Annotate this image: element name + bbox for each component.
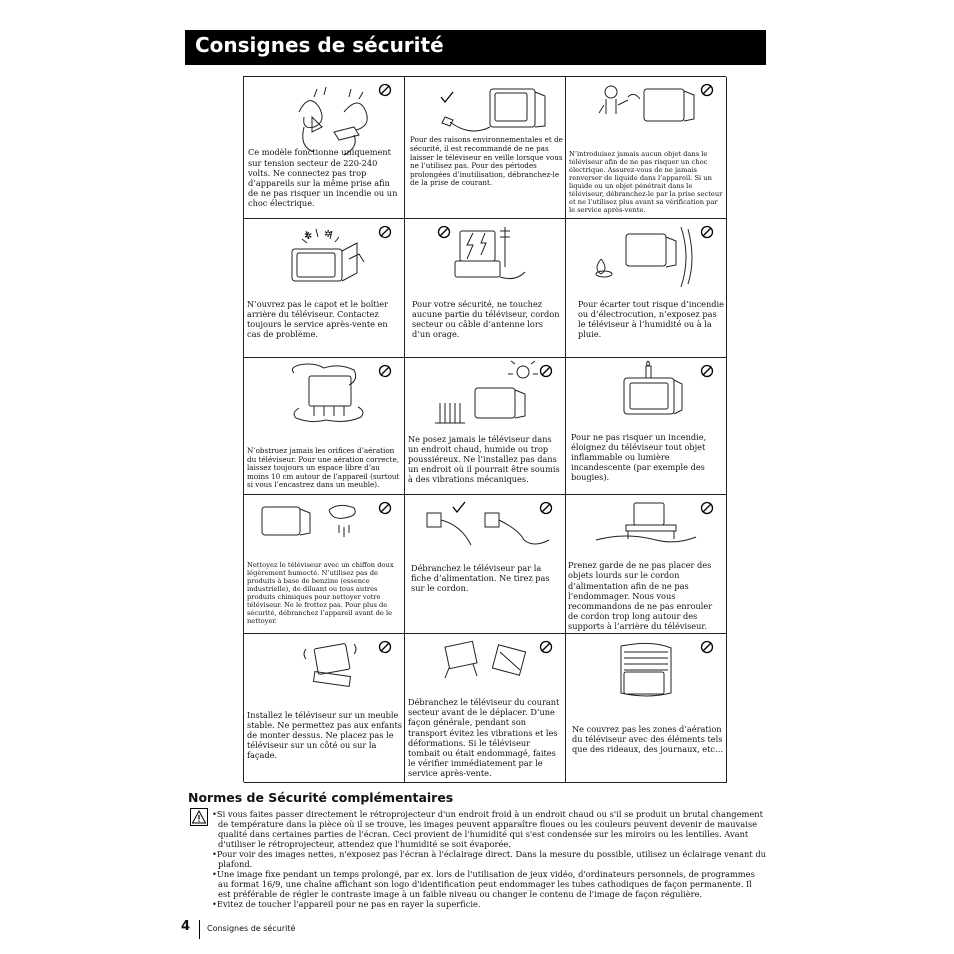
- no-icon: [700, 83, 714, 97]
- cell-text: Débranchez le téléviseur du courant secteur avant de le déplacer. D’une façon générale, pendant son transport évitez les vibrations et les déformations. Si le téléviseur tombait ou était endommagé, faites le vérifier immédiatement par le service après-vente.: [408, 697, 560, 778]
- no-icon: [700, 501, 714, 515]
- no-icon: [378, 83, 392, 97]
- safety-cell-4: [244, 219, 405, 358]
- safety-cell-6: [566, 219, 727, 358]
- safety-cell-9: [566, 358, 727, 495]
- svg-text:✲: ✲: [304, 231, 313, 242]
- list-item: • Une image fixe pendant un temps prolongé, par ex. lors de l'utilisation de jeux vidéo, d'ordinateurs personnels, de programmes au format 16/9, une chaîne affichant son logo d'identification peut endommager les tubes cathodiques de façon permanente. Il est préférable de régler le contraste image à un faible niveau ou changer le contenu de l'image de façon régulière.: [212, 869, 767, 899]
- cell-text: Installez le téléviseur sur un meuble stable. Ne permettez pas aux enfants de monter dessus. Ne placez pas le téléviseur sur un côté ou sur la façade.: [247, 709, 402, 760]
- stable-furniture-illustration: [244, 634, 405, 783]
- svg-text:✲: ✲: [324, 229, 333, 240]
- cell-text: Ne couvrez pas les zones d’aération du téléviseur avec des éléments tels que des rideaux, des journaux, etc…: [572, 723, 724, 754]
- cell-text: N’introduisez jamais aucun objet dans le téléviseur afin de ne pas risquer un choc électrique. Assurez-vous de ne jamais renverser de liquide dans l’appareil. Si un liquide ou un objet pénétrait dans le téléviseur, débranchez-le par la prise secteur et ne l’utilisez plus avant sa vérification par le service après-vente.: [569, 150, 723, 214]
- no-icon: [539, 501, 553, 515]
- safety-cell-3: [566, 77, 727, 219]
- footer-divider: [199, 920, 200, 939]
- no-icon: [539, 364, 553, 378]
- safety-grid: [243, 76, 726, 782]
- list-item: • Si vous faites passer directement le rétroprojecteur d'un endroit froid à un endroit chaud ou s'il se produit un brutal changement de température dans la pièce où il se trouve, les images peuvent apparaître floues ou les couleurs peuvent devenir de mauvaise qualité dans certaines parties de l'écran. Ceci provient de l'humidité qui s'est condensée sur les miroirs ou les lentilles. Avant d'utiliser le rétroprojecteur, attendez que l'humidité se soit évaporée.: [212, 809, 767, 849]
- safety-cell-8: [405, 358, 566, 495]
- cell-text: Débranchez le téléviseur par la fiche d’alimentation. Ne tirez pas sur le cordon.: [411, 562, 550, 593]
- cell-text: Ne posez jamais le téléviseur dans un endroit chaud, humide ou trop poussiéreux. Ne l’installez pas dans un endroit où il pourrait être soumis à des vibrations mécaniques.: [408, 433, 560, 484]
- check-icon: [441, 92, 453, 102]
- no-icon: [539, 640, 553, 654]
- safety-cell-13: [244, 634, 405, 783]
- norms-list: [212, 809, 767, 909]
- cell-text: Pour votre sécurité, ne touchez aucune partie du téléviseur, cordon secteur ou câble d’antenne lors d’un orage.: [412, 298, 560, 339]
- no-icon: [437, 225, 451, 239]
- cell-text: Pour ne pas risquer un incendie, éloignez du téléviseur tout objet inflammable ou lumière incandescente (par exemple des bougies).: [571, 431, 707, 482]
- cell-text: Prenez garde de ne pas placer des objets lourds sur le cordon d’alimentation afin de ne pas l’endommager. Nous vous recommandons de ne pas enrouler de cordon trop long autour des supports à l’arrière du téléviseur.: [568, 560, 713, 631]
- safety-cell-1: [244, 77, 405, 219]
- cell-text: Nettoyez le téléviseur avec un chiffon doux légèrement humecté. N’utilisez pas de produits à base de benzine (essence industrielle), de diluant ou tous autres produits chimiques pour nettoyer votre téléviseur. Ne le frottez pas. Pour plus de sécurité, débranchez l’appareil avant de le nettoyer.: [247, 561, 394, 625]
- cell-text: Pour des raisons environnementales et de sécurité, il est recommandé de ne pas laisser le téléviseur en veille lorsque vous ne l’utilisez pas. Pour des périodes prolongées d’inutilisation, débranchez-le de la prise de courant.: [410, 135, 563, 188]
- safety-cell-5: [405, 219, 566, 358]
- covered-vents-illustration: [566, 634, 727, 783]
- page-number: 4: [181, 919, 191, 934]
- safety-cell-10: [244, 495, 405, 634]
- safety-cell-14: [405, 634, 566, 783]
- cell-text: Pour écarter tout risque d’incendie ou d’électrocution, n’exposez pas le téléviseur à l’humidité ou à la pluie.: [578, 298, 724, 339]
- no-icon: [700, 364, 714, 378]
- title-bar: [185, 30, 766, 65]
- safety-cell-12: [566, 495, 727, 634]
- cell-text: Ce modèle fonctionne uniquement sur tension secteur de 220-240 volts. Ne connectez pas trop d’appareils sur la même prise afin de ne pas risquer un incendie ou un choc électrique.: [248, 147, 398, 208]
- list-item: • Pour voir des images nettes, n'exposez pas l'écran à l'éclairage direct. Dans la mesure du possible, utilisez un éclairage venant du plafond.: [212, 849, 767, 869]
- check-icon: [453, 502, 465, 512]
- safety-cell-15: [566, 634, 727, 783]
- warning-icon: [190, 808, 208, 826]
- list-item: • Evitez de toucher l'appareil pour ne pas en rayer la superficie.: [212, 899, 767, 909]
- no-icon: [378, 364, 392, 378]
- no-icon: [700, 225, 714, 239]
- no-icon: [378, 640, 392, 654]
- cell-text: N’obstruez jamais les orifices d’aération du téléviseur. Pour une aération correcte, laissez toujours un espace libre d’au moins 10 cm autour de l’appareil (surtout si vous l’encastrez dans un meuble).: [247, 446, 400, 490]
- no-icon: [700, 640, 714, 654]
- page-title: Consignes de sécurité: [195, 33, 444, 57]
- safety-cell-7: [244, 358, 405, 495]
- safety-cell-2: [405, 77, 566, 219]
- safety-cell-11: [405, 495, 566, 634]
- norms-title: Normes de Sécurité complémentaires: [188, 790, 454, 805]
- cell-text: N’ouvrez pas le capot et le boîtier arrière du téléviseur. Contactez toujours le service après-vente en cas de problème.: [247, 298, 389, 339]
- footer-section: Consignes de sécurité: [207, 924, 296, 933]
- no-icon: [378, 501, 392, 515]
- no-icon: [378, 225, 392, 239]
